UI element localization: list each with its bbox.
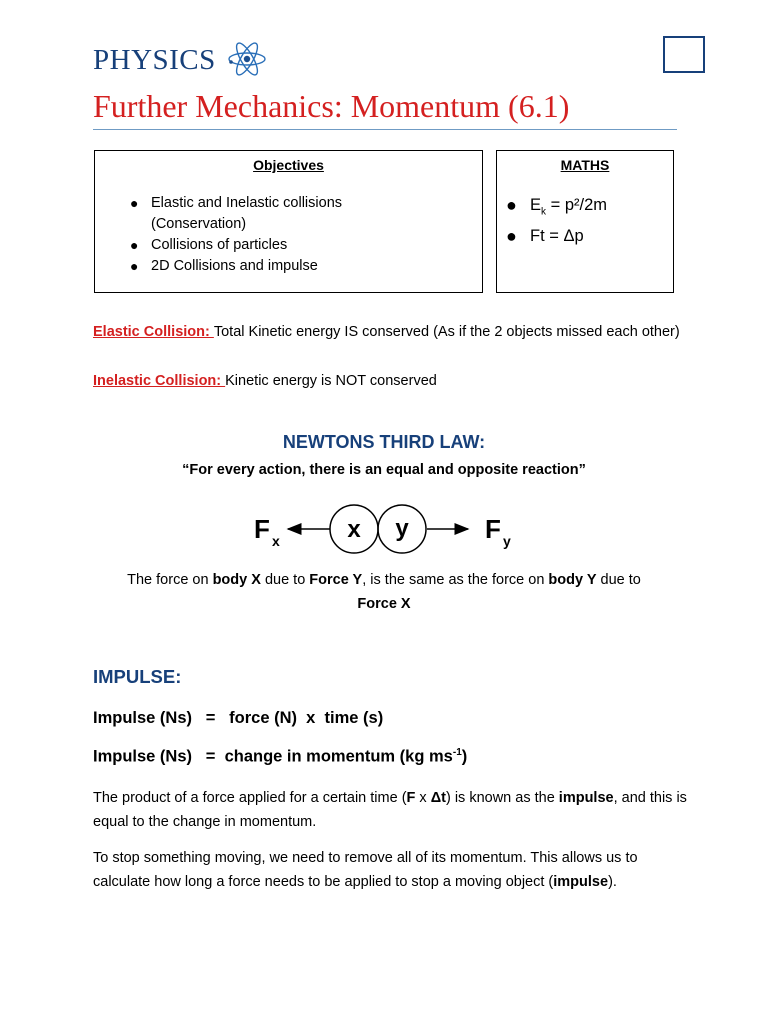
objective-text: Elastic and Inelastic collisions <box>151 195 343 211</box>
elastic-label: Elastic Collision: <box>93 324 214 340</box>
formula-text: E <box>530 196 542 214</box>
force-explanation <box>60 568 708 616</box>
maths-box <box>496 150 674 293</box>
bullet-icon: ● <box>506 195 517 215</box>
atom-icon <box>226 40 268 78</box>
newton-heading: NEWTONS THIRD LAW: <box>282 432 486 452</box>
formula-subscript: k <box>541 206 547 218</box>
force-x-subscript: x <box>272 533 280 549</box>
bullet-icon: ● <box>130 195 139 211</box>
list-item <box>130 235 342 256</box>
list-item <box>506 224 607 249</box>
objective-text: Collisions of particles <box>151 237 288 253</box>
impulse-product-paragraph <box>93 786 693 834</box>
text-run: ). <box>608 874 617 890</box>
subject-heading: PHYSICS <box>93 44 216 76</box>
bold-run: Δt <box>430 790 446 806</box>
text-run: , and this is equal to the change in momentum. <box>93 790 687 830</box>
formula-text-rest: = p²/2m <box>546 196 607 214</box>
list-item <box>130 256 342 277</box>
inelastic-definition <box>93 369 693 393</box>
bold-run: Force X <box>357 596 411 612</box>
newton-quote: “For every action, there is an equal and opposite reaction” <box>182 462 586 478</box>
corner-square <box>663 36 705 73</box>
list-item <box>130 193 343 235</box>
force-diagram <box>230 498 530 560</box>
bold-run: impulse <box>558 790 614 806</box>
bullet-icon: ● <box>506 226 517 247</box>
text-run: To stop something moving, we need to remove all of its momentum. This allows us to calculate how long a force needs to be applied to stop a moving object ( <box>93 850 638 890</box>
impulse-equation-1: Impulse (Ns) = force (N) x time (s) <box>93 709 384 727</box>
text-run: , is the same as the force on <box>362 572 549 588</box>
text-run: x <box>415 790 431 806</box>
maths-heading: MATHS <box>560 157 610 173</box>
page-title: Further Mechanics: Momentum (6.1) <box>93 88 570 124</box>
bold-run: body X <box>212 572 261 588</box>
bold-run: impulse <box>553 874 609 890</box>
elastic-definition <box>93 320 693 344</box>
elastic-text: Total Kinetic energy IS conserved (As if the 2 objects missed each other) <box>213 324 680 340</box>
impulse-stop-paragraph <box>93 846 693 894</box>
impulse-equation-2 <box>93 747 467 767</box>
force-x-label: F <box>254 514 270 544</box>
body-x-label: x <box>347 516 361 543</box>
text-run: due to <box>260 572 310 588</box>
text-run: due to <box>596 572 641 588</box>
force-y-subscript: y <box>503 533 511 549</box>
objectives-box <box>94 150 483 293</box>
bold-run: F <box>406 790 416 806</box>
title-divider <box>93 129 677 130</box>
list-item <box>506 193 607 224</box>
objective-text-cont: (Conservation) <box>151 216 247 232</box>
text-run: ) is known as the <box>445 790 559 806</box>
body-y-label: y <box>395 515 409 542</box>
inelastic-label: Inelastic Collision: <box>93 373 226 389</box>
bold-run: body Y <box>548 572 597 588</box>
bullet-icon: ● <box>130 258 139 274</box>
bold-run: Force Y <box>309 572 363 588</box>
maths-list <box>506 193 607 249</box>
force-y-label: F <box>485 514 501 544</box>
formula-text: Ft = Δp <box>530 227 584 246</box>
equation-text: Impulse (Ns) = change in momentum (kg ms <box>93 747 453 766</box>
text-run: The product of a force applied for a certain time ( <box>93 790 407 806</box>
objective-text: 2D Collisions and impulse <box>151 258 318 274</box>
equation-superscript: -1 <box>452 747 462 758</box>
objectives-heading: Objectives <box>253 157 324 173</box>
equation-close: ) <box>461 747 468 766</box>
text-run: The force on <box>127 572 213 588</box>
bullet-icon: ● <box>130 237 139 253</box>
inelastic-text: Kinetic energy is NOT conserved <box>225 373 437 389</box>
impulse-heading: IMPULSE: <box>93 666 182 687</box>
objectives-list <box>130 193 343 277</box>
